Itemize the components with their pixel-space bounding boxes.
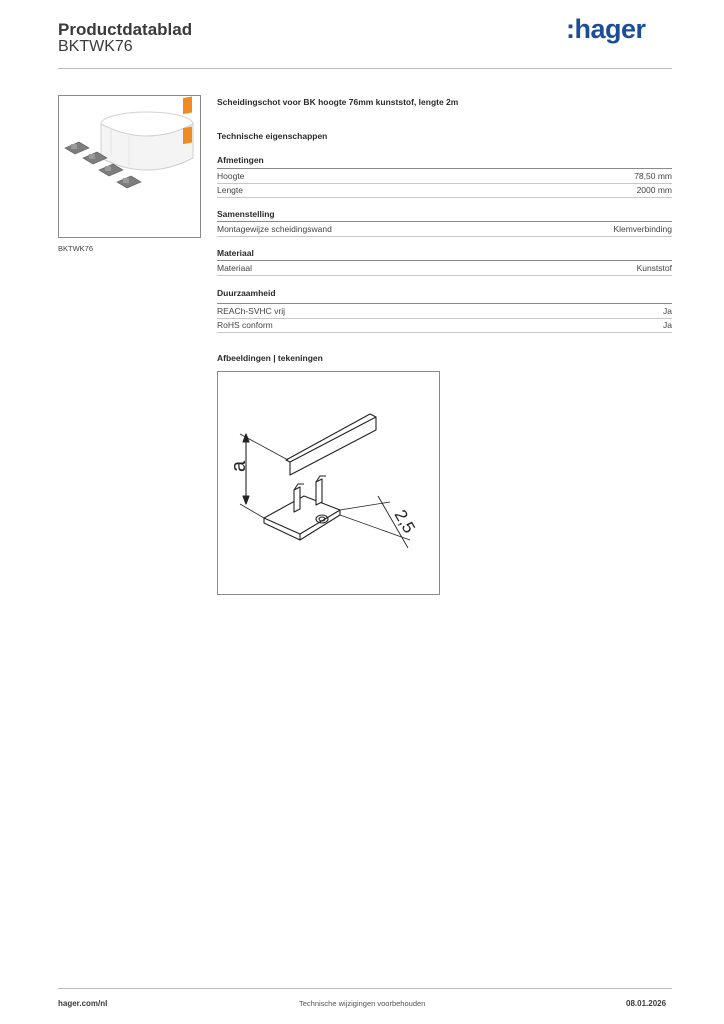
drawing-svg xyxy=(218,372,439,594)
product-description: Scheidingschot voor BK hoogte 76mm kunststof, lengte 2m xyxy=(217,97,459,107)
group-title-composition: Samenstelling xyxy=(217,209,275,219)
spec-value: 78,50 mm xyxy=(634,171,672,181)
row-divider xyxy=(217,275,672,276)
hager-logo: :hager xyxy=(566,14,646,44)
spec-label: Lengte xyxy=(217,185,243,195)
product-photo xyxy=(59,96,200,237)
spec-value: Klemverbinding xyxy=(613,224,672,234)
footer-website-link[interactable]: hager.com/nl xyxy=(58,999,108,1008)
product-image-caption: BKTWK76 xyxy=(58,244,94,253)
spec-row xyxy=(217,222,672,236)
dimension-label-thickness: 2,5 xyxy=(390,506,419,537)
header-divider xyxy=(58,68,672,69)
spec-value: Ja xyxy=(663,320,672,330)
row-divider xyxy=(217,332,672,333)
logo-text: hager xyxy=(574,14,646,44)
spec-label: Materiaal xyxy=(217,263,252,273)
spec-row xyxy=(217,318,672,332)
group-title-dimensions: Afmetingen xyxy=(217,155,264,165)
row-divider xyxy=(217,197,672,198)
spec-row xyxy=(217,183,672,197)
spec-row xyxy=(217,261,672,275)
spec-value: Ja xyxy=(663,306,672,316)
dimension-label-a: a xyxy=(228,460,250,472)
document-title: Productdatablad xyxy=(58,20,193,39)
spec-row xyxy=(217,304,672,318)
spec-label: Montagewijze scheidingswand xyxy=(217,224,332,234)
group-title-sustainability: Duurzaamheid xyxy=(217,288,276,298)
technical-properties-title: Technische eigenschappen xyxy=(217,131,328,141)
product-code: BKTWK76 xyxy=(58,38,133,55)
footer-notice: Technische wijzigingen voorbehouden xyxy=(299,999,426,1008)
technical-drawing xyxy=(217,371,440,595)
footer-divider xyxy=(58,988,672,989)
group-title-material: Materiaal xyxy=(217,248,254,258)
drawings-title: Afbeeldingen | tekeningen xyxy=(217,353,323,363)
spec-label: RoHS conform xyxy=(217,320,273,330)
product-image xyxy=(58,95,201,238)
spec-label: REACh-SVHC vrij xyxy=(217,306,286,316)
spec-label: Hoogte xyxy=(217,171,245,181)
spec-row xyxy=(217,169,672,183)
spec-value: 2000 mm xyxy=(636,185,672,195)
row-divider xyxy=(217,236,672,237)
footer-date: 08.01.2026 xyxy=(626,999,667,1008)
spec-value: Kunststof xyxy=(636,263,672,273)
